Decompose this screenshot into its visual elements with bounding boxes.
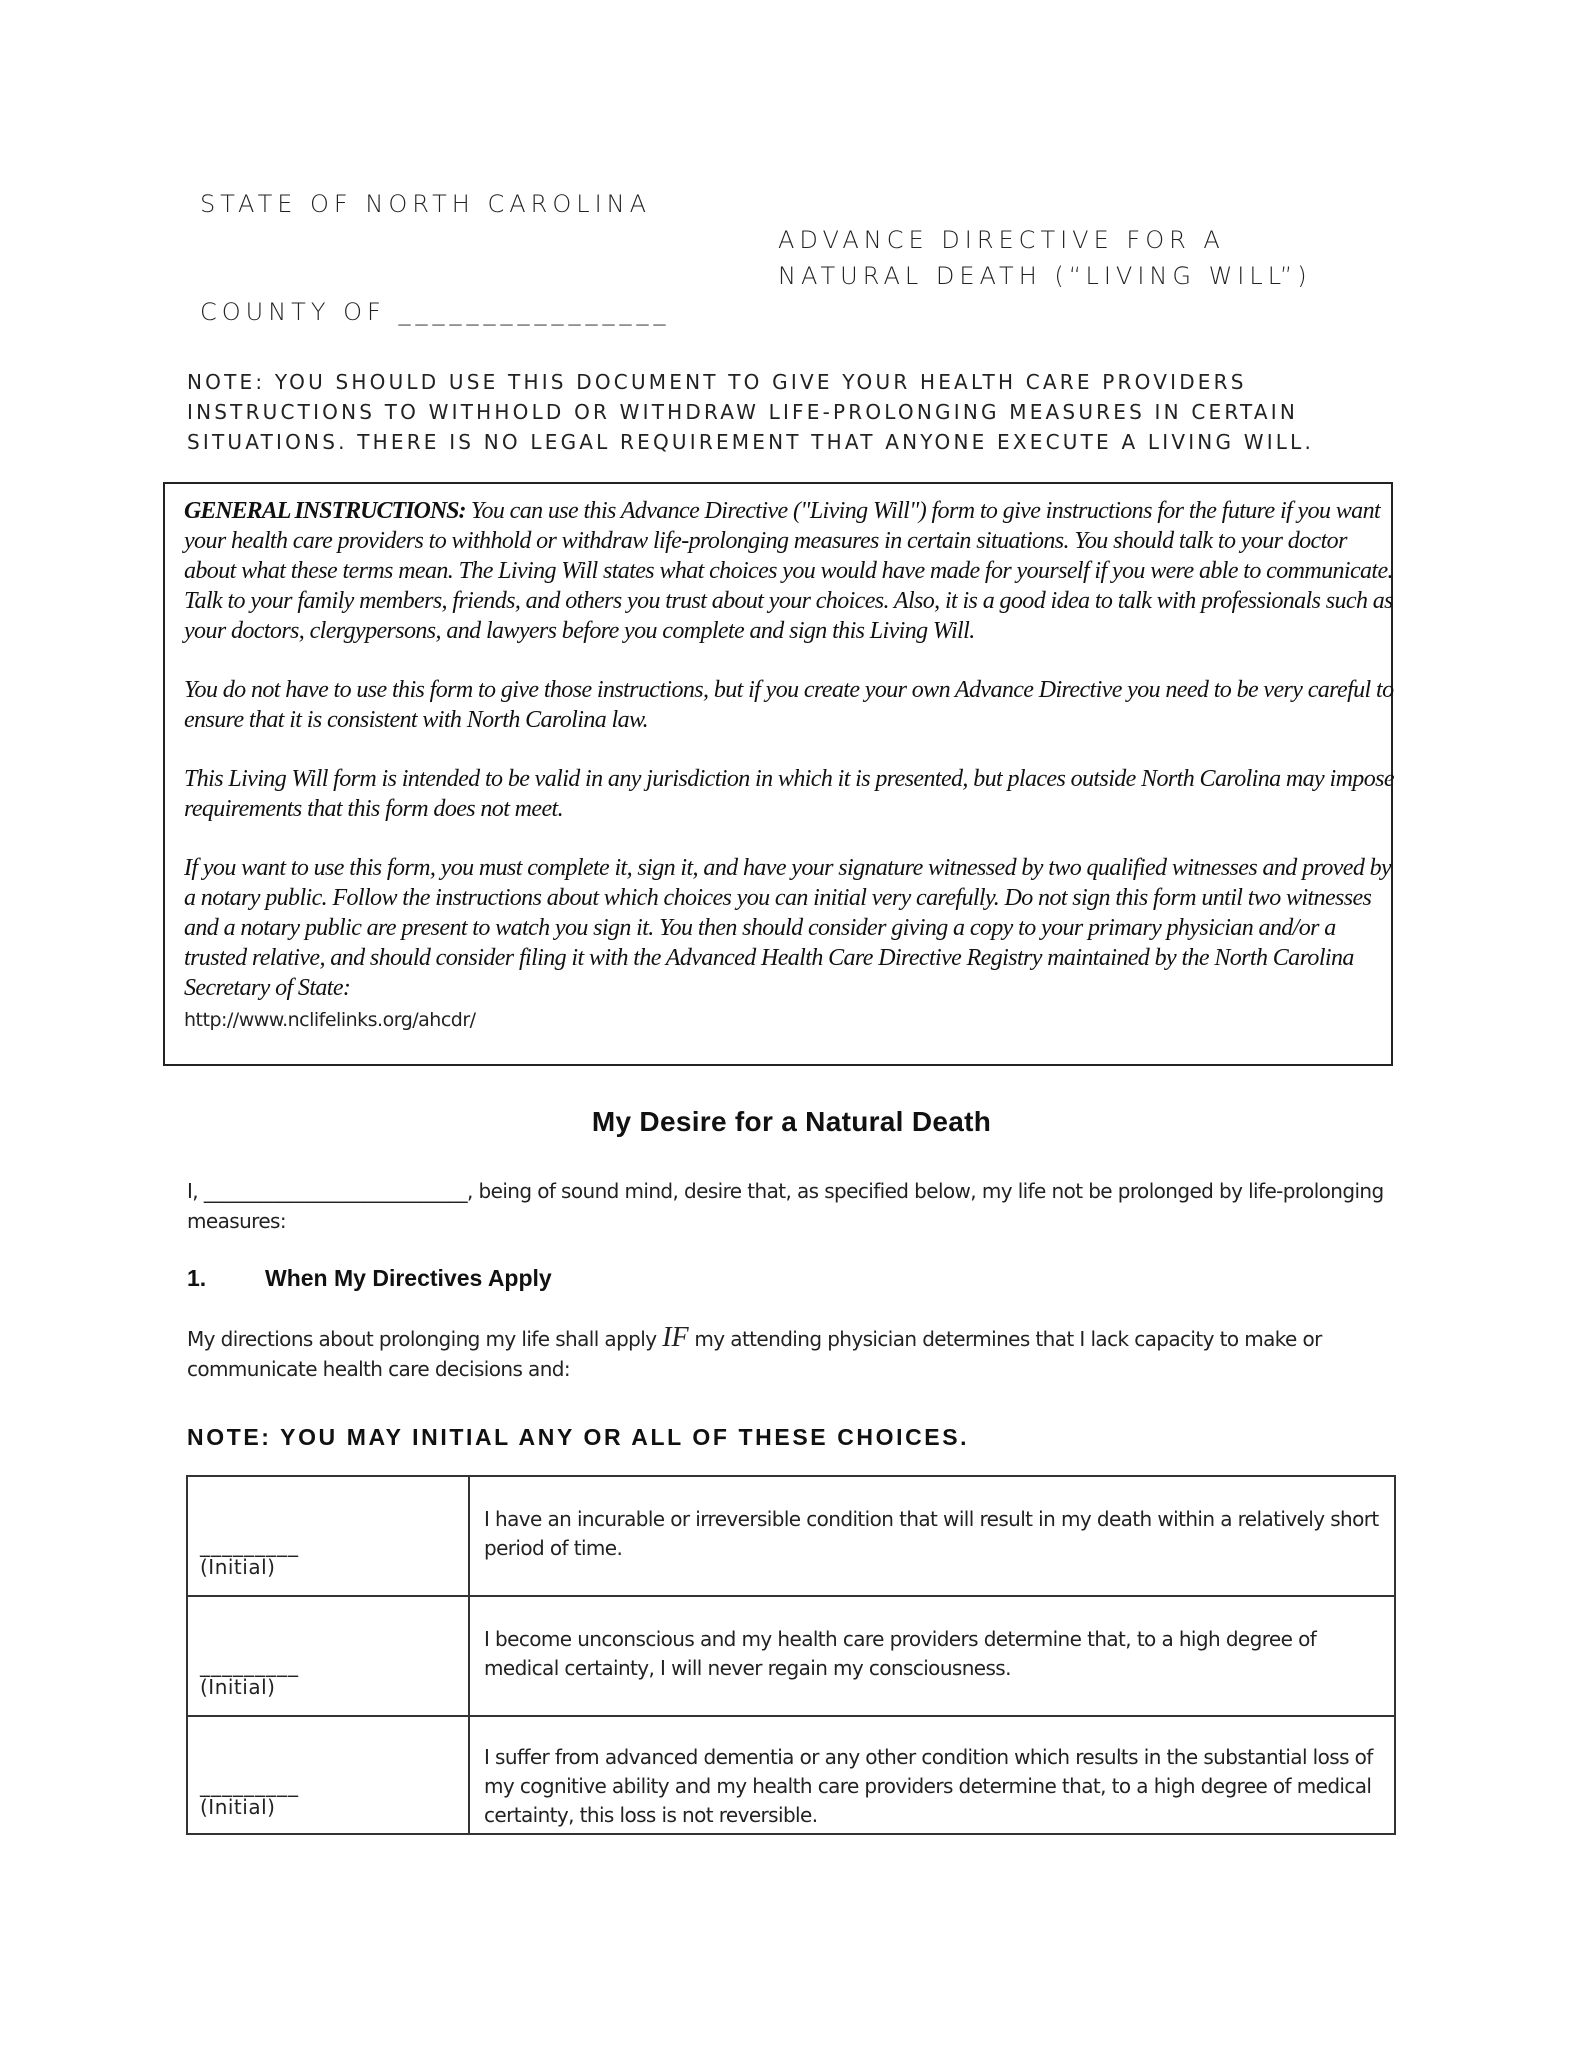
instructions-p4-text: If you want to use this form, you must complete it, sign it, and have your signature witnessed by two qualified witnesses and proved by a notary public. Follow the instructions about which choices you can initial very carefully. Do not sign this form until two witnesses and a notary public are present to watch you sign it. You then should consider giving a copy to your primary physician and/or a trusted relative, and should consider filing it with the Advanced Health Care Directive Registry maintained by the North Carolina Secretary of State: bbox=[184, 855, 1392, 1001]
form-title-line1: ADVANCE DIRECTIVE FOR A bbox=[778, 226, 1225, 254]
instructions-paragraph-1 bbox=[184, 496, 1396, 646]
initial-cell[interactable] bbox=[187, 1596, 469, 1716]
choice-text: I become unconscious and my health care providers determine that, to a high degree of medical certainty, I will never regain my consciousness. bbox=[469, 1596, 1395, 1716]
initial-line[interactable]: _________ bbox=[200, 1773, 299, 1797]
section-1-heading: When My Directives Apply bbox=[265, 1265, 552, 1291]
initial-line[interactable]: _________ bbox=[200, 1533, 299, 1557]
section-1-text bbox=[187, 1323, 1437, 1384]
initial-label: (Initial) bbox=[200, 1795, 276, 1819]
form-title-line2: NATURAL DEATH (“LIVING WILL”) bbox=[778, 262, 1312, 290]
instructions-lead: GENERAL INSTRUCTIONS: bbox=[184, 498, 466, 524]
choices-note: NOTE: YOU MAY INITIAL ANY OR ALL OF THESE CHOICES. bbox=[187, 1424, 970, 1450]
initial-cell[interactable] bbox=[187, 1476, 469, 1596]
registry-link[interactable]: http://www.nclifelinks.org/ahcdr/ bbox=[184, 1009, 476, 1031]
initial-line[interactable]: _________ bbox=[200, 1653, 299, 1677]
instructions-paragraph-3: This Living Will form is intended to be valid in any jurisdiction in which it is presented, but places outside North Carolina may impose requirements that this form does not meet. bbox=[184, 766, 1394, 822]
initial-label: (Initial) bbox=[200, 1675, 276, 1699]
instructions-paragraph-2: You do not have to use this form to give those instructions, but if you create your own Advance Directive you need to be very careful to ensure that it is consistent with North Carolina law. bbox=[184, 677, 1394, 733]
choices-table bbox=[186, 1475, 1396, 1835]
section-1-number: 1. bbox=[187, 1265, 207, 1291]
section-title: My Desire for a Natural Death bbox=[591, 1106, 992, 1137]
section-1-text-before: My directions about prolonging my life shall apply bbox=[187, 1327, 663, 1351]
general-instructions-box bbox=[163, 482, 1393, 1066]
top-note: NOTE: YOU SHOULD USE THIS DOCUMENT TO GIVE YOUR HEALTH CARE PROVIDERS INSTRUCTIONS TO WITHHOLD OR WITHDRAW LIFE-PROLONGING MEASURES IN CERTAIN SITUATIONS. THERE IS NO LEGAL REQUIREMENT THAT ANYONE EXECUTE A LIVING WILL. bbox=[187, 370, 1315, 454]
section-1-text-after: my attending physician determines that I lack capacity to make or communicate health care decisions and: bbox=[187, 1327, 1322, 1381]
section-1-if: IF bbox=[662, 1322, 689, 1353]
instructions-p1-text: You can use this Advance Directive ("Living Will") form to give instructions for the future if you want your health care providers to withhold or withdraw life-prolonging measures in certain situations. You should talk to your doctor about what these terms mean. The Living Will states what choices you would have made for yourself if you were able to communicate. Talk to your family members, friends, and others you trust about your choices. Also, it is a good idea to talk with professionals such as your doctors, clergypersons, and lawyers before you complete and sign this Living Will. bbox=[184, 498, 1393, 644]
choice-text: I have an incurable or irreversible condition that will result in my death within a relatively short period of time. bbox=[469, 1476, 1395, 1596]
table-row bbox=[187, 1716, 1395, 1834]
instructions-paragraph-4 bbox=[184, 853, 1396, 1035]
initial-cell[interactable] bbox=[187, 1716, 469, 1834]
table-row bbox=[187, 1596, 1395, 1716]
choice-text: I suffer from advanced dementia or any other condition which results in the substantial loss of my cognitive ability and my health care providers determine that, to a high degree of medical certainty, this loss is not reversible. bbox=[469, 1716, 1395, 1834]
county-field[interactable]: COUNTY OF ________________ bbox=[200, 298, 671, 326]
desire-statement[interactable]: I, ____________________________, being of sound mind, desire that, as specified below, my life not be prolonged by life-prolonging measures: bbox=[187, 1179, 1384, 1233]
initial-label: (Initial) bbox=[200, 1555, 276, 1579]
table-row bbox=[187, 1476, 1395, 1596]
state-heading: STATE OF NORTH CAROLINA bbox=[200, 190, 652, 218]
